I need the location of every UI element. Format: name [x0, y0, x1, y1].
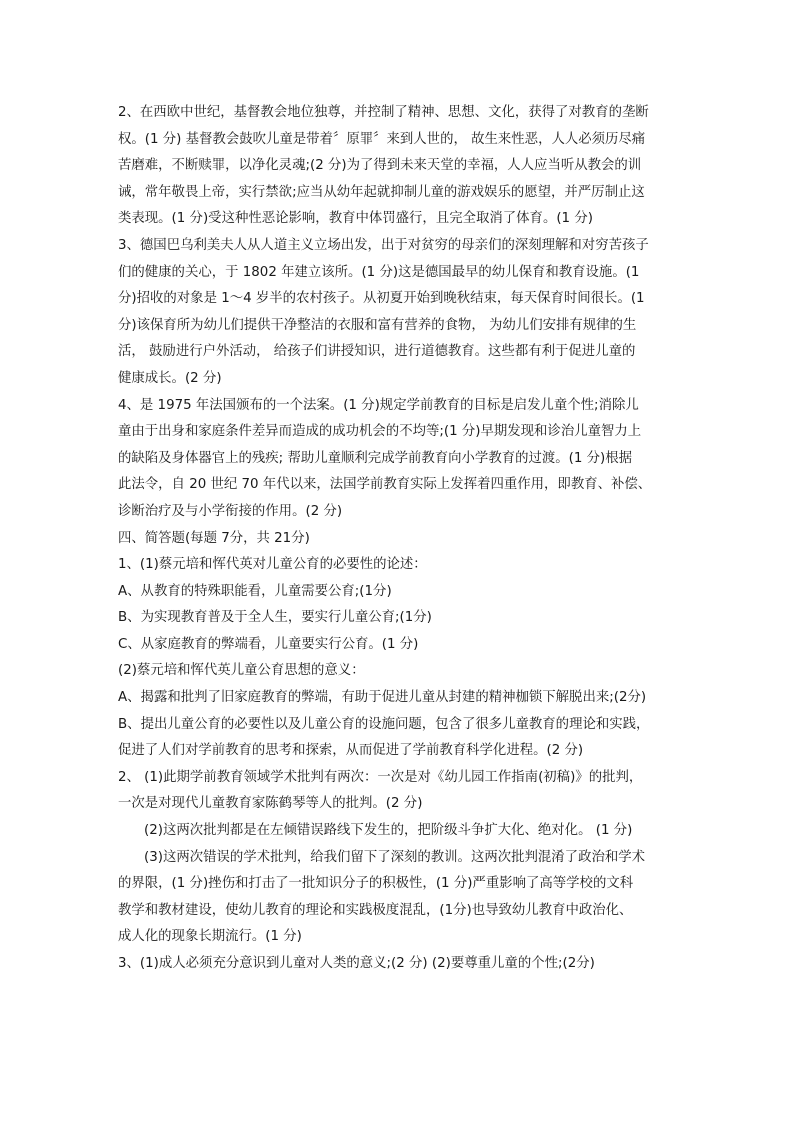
text-line: 3、德国巴乌利美夫人从人道主义立场出发，出于对贫穷的母亲们的深刻理解和对穷苦孩子 [118, 237, 649, 253]
section-heading: 四、简答题(每题 7分，共 21分) [118, 530, 310, 546]
text-line: 苦磨难，不断赎罪，以净化灵魂;(2 分)为了得到未来天堂的幸福，人人应当听从教会的训 [118, 158, 642, 174]
text-line: (2)这两次批判都是在左倾错误路线下发生的，把阶级斗争扩大化、绝对化。 (1 分) [144, 823, 633, 839]
text-line: C、从家庭教育的弊端看，儿童要实行公育。(1 分) [118, 636, 419, 652]
text-line: 的缺陷及身体器官上的残疾; 帮助儿童顺利完成学前教育向小学教育的过渡。(1 分)根据 [118, 450, 633, 466]
text-line: 3、(1)成人必须充分意识到儿童对人类的意义;(2 分) (2)要尊重儿童的个性;(2分) [118, 956, 595, 971]
text-line: 类表现。(1 分)受这种性恶论影响，教育中体罚盛行，且完全取消了体育。(1 分) [118, 211, 593, 227]
text-line: A、揭露和批判了旧家庭教育的弊端，有助于促进儿童从封建的精神枷锁下解脱出来;(2分) [118, 690, 647, 706]
text-line: 此法令，自 20 世纪 70 年代以来，法国学前教育实际上发挥着四重作用，即教育、补偿、 [118, 477, 652, 493]
text-line: 分)招收的对象是 1～4 岁半的农村孩子。从初夏开始到晚秋结束，每天保育时间很长。(1 [118, 291, 645, 307]
text-line: 诊断治疗及与小学衔接的作用。(2 分) [118, 503, 343, 519]
text-line: 活， 鼓励进行户外活动， 给孩子们讲授知识，进行道德教育。这些都有利于促进儿童的 [118, 344, 636, 360]
text-line: 4、是 1975 年法国颁布的一个法案。(1 分)规定学前教育的目标是启发儿童个性;消除儿 [118, 397, 639, 413]
text-line: 分)该保育所为幼儿们提供干净整洁的衣服和富有营养的食物， 为幼儿们安排有规律的生 [118, 317, 637, 333]
text-line: 的界限，(1 分)挫伤和打击了一批知识分子的积极性，(1 分)严重影响了高等学校的文科 [118, 876, 634, 892]
text-line: B、提出儿童公育的必要性以及儿童公育的设施问题，包含了很多儿童教育的理论和实践， [118, 716, 650, 732]
text-line: 促进了人们对学前教育的思考和探索，从而促进了学前教育科学化进程。(2 分) [118, 743, 584, 759]
text-line: 成人化的现象长期流行。(1 分) [118, 929, 302, 945]
text-line: 教学和教材建设，使幼儿教育的理论和实践极度混乱，(1分)也导致幼儿教育中政治化、 [118, 902, 633, 918]
text-line: 一次是对现代儿童教育家陈鹤琴等人的批判。(2 分) [118, 796, 423, 812]
text-line: (3)这两次错误的学术批判，给我们留下了深刻的教训。这两次批判混淆了政治和学术 [144, 849, 646, 865]
text-line: 权。(1 分) 基督教会鼓吹儿童是带着〞原罪〞来到人世的， 故生来性恶，人人必须历尽痛 [118, 131, 646, 147]
text-line: 诫，常年敬畏上帝，实行禁欲;应当从幼年起就抑制儿童的游戏娱乐的愿望，并严厉制止这 [118, 184, 645, 200]
text-line: (2)蔡元培和恽代英儿童公育思想的意义： [118, 663, 365, 679]
text-line: 2、在西欧中世纪，基督教会地位独尊，并控制了精神、思想、文化，获得了对教育的垄断 [118, 105, 649, 120]
text-line: 健康成长。(2 分) [118, 370, 222, 386]
text-line: 2、 (1)此期学前教育领域学术批判有两次：一次是对《幼儿园工作指南(初稿)》的批判， [118, 769, 643, 785]
text-line: 童由于出身和家庭条件差异而造成的成功机会的不均等;(1 分)早期发现和诊治儿童智力上 [118, 424, 642, 440]
text-line: A、从教育的特殊职能看，儿童需要公育;(1分) [118, 583, 392, 599]
text-line: 1、(1)蔡元培和恽代英对儿童公育的必要性的论述： [118, 557, 427, 573]
text-line: B、为实现教育普及于全人生，要实行儿童公育;(1分) [118, 610, 432, 626]
text-line: 们的健康的关心，于 1802 年建立该所。(1 分)这是德国最早的幼儿保育和教育设施。(1 [118, 264, 640, 280]
